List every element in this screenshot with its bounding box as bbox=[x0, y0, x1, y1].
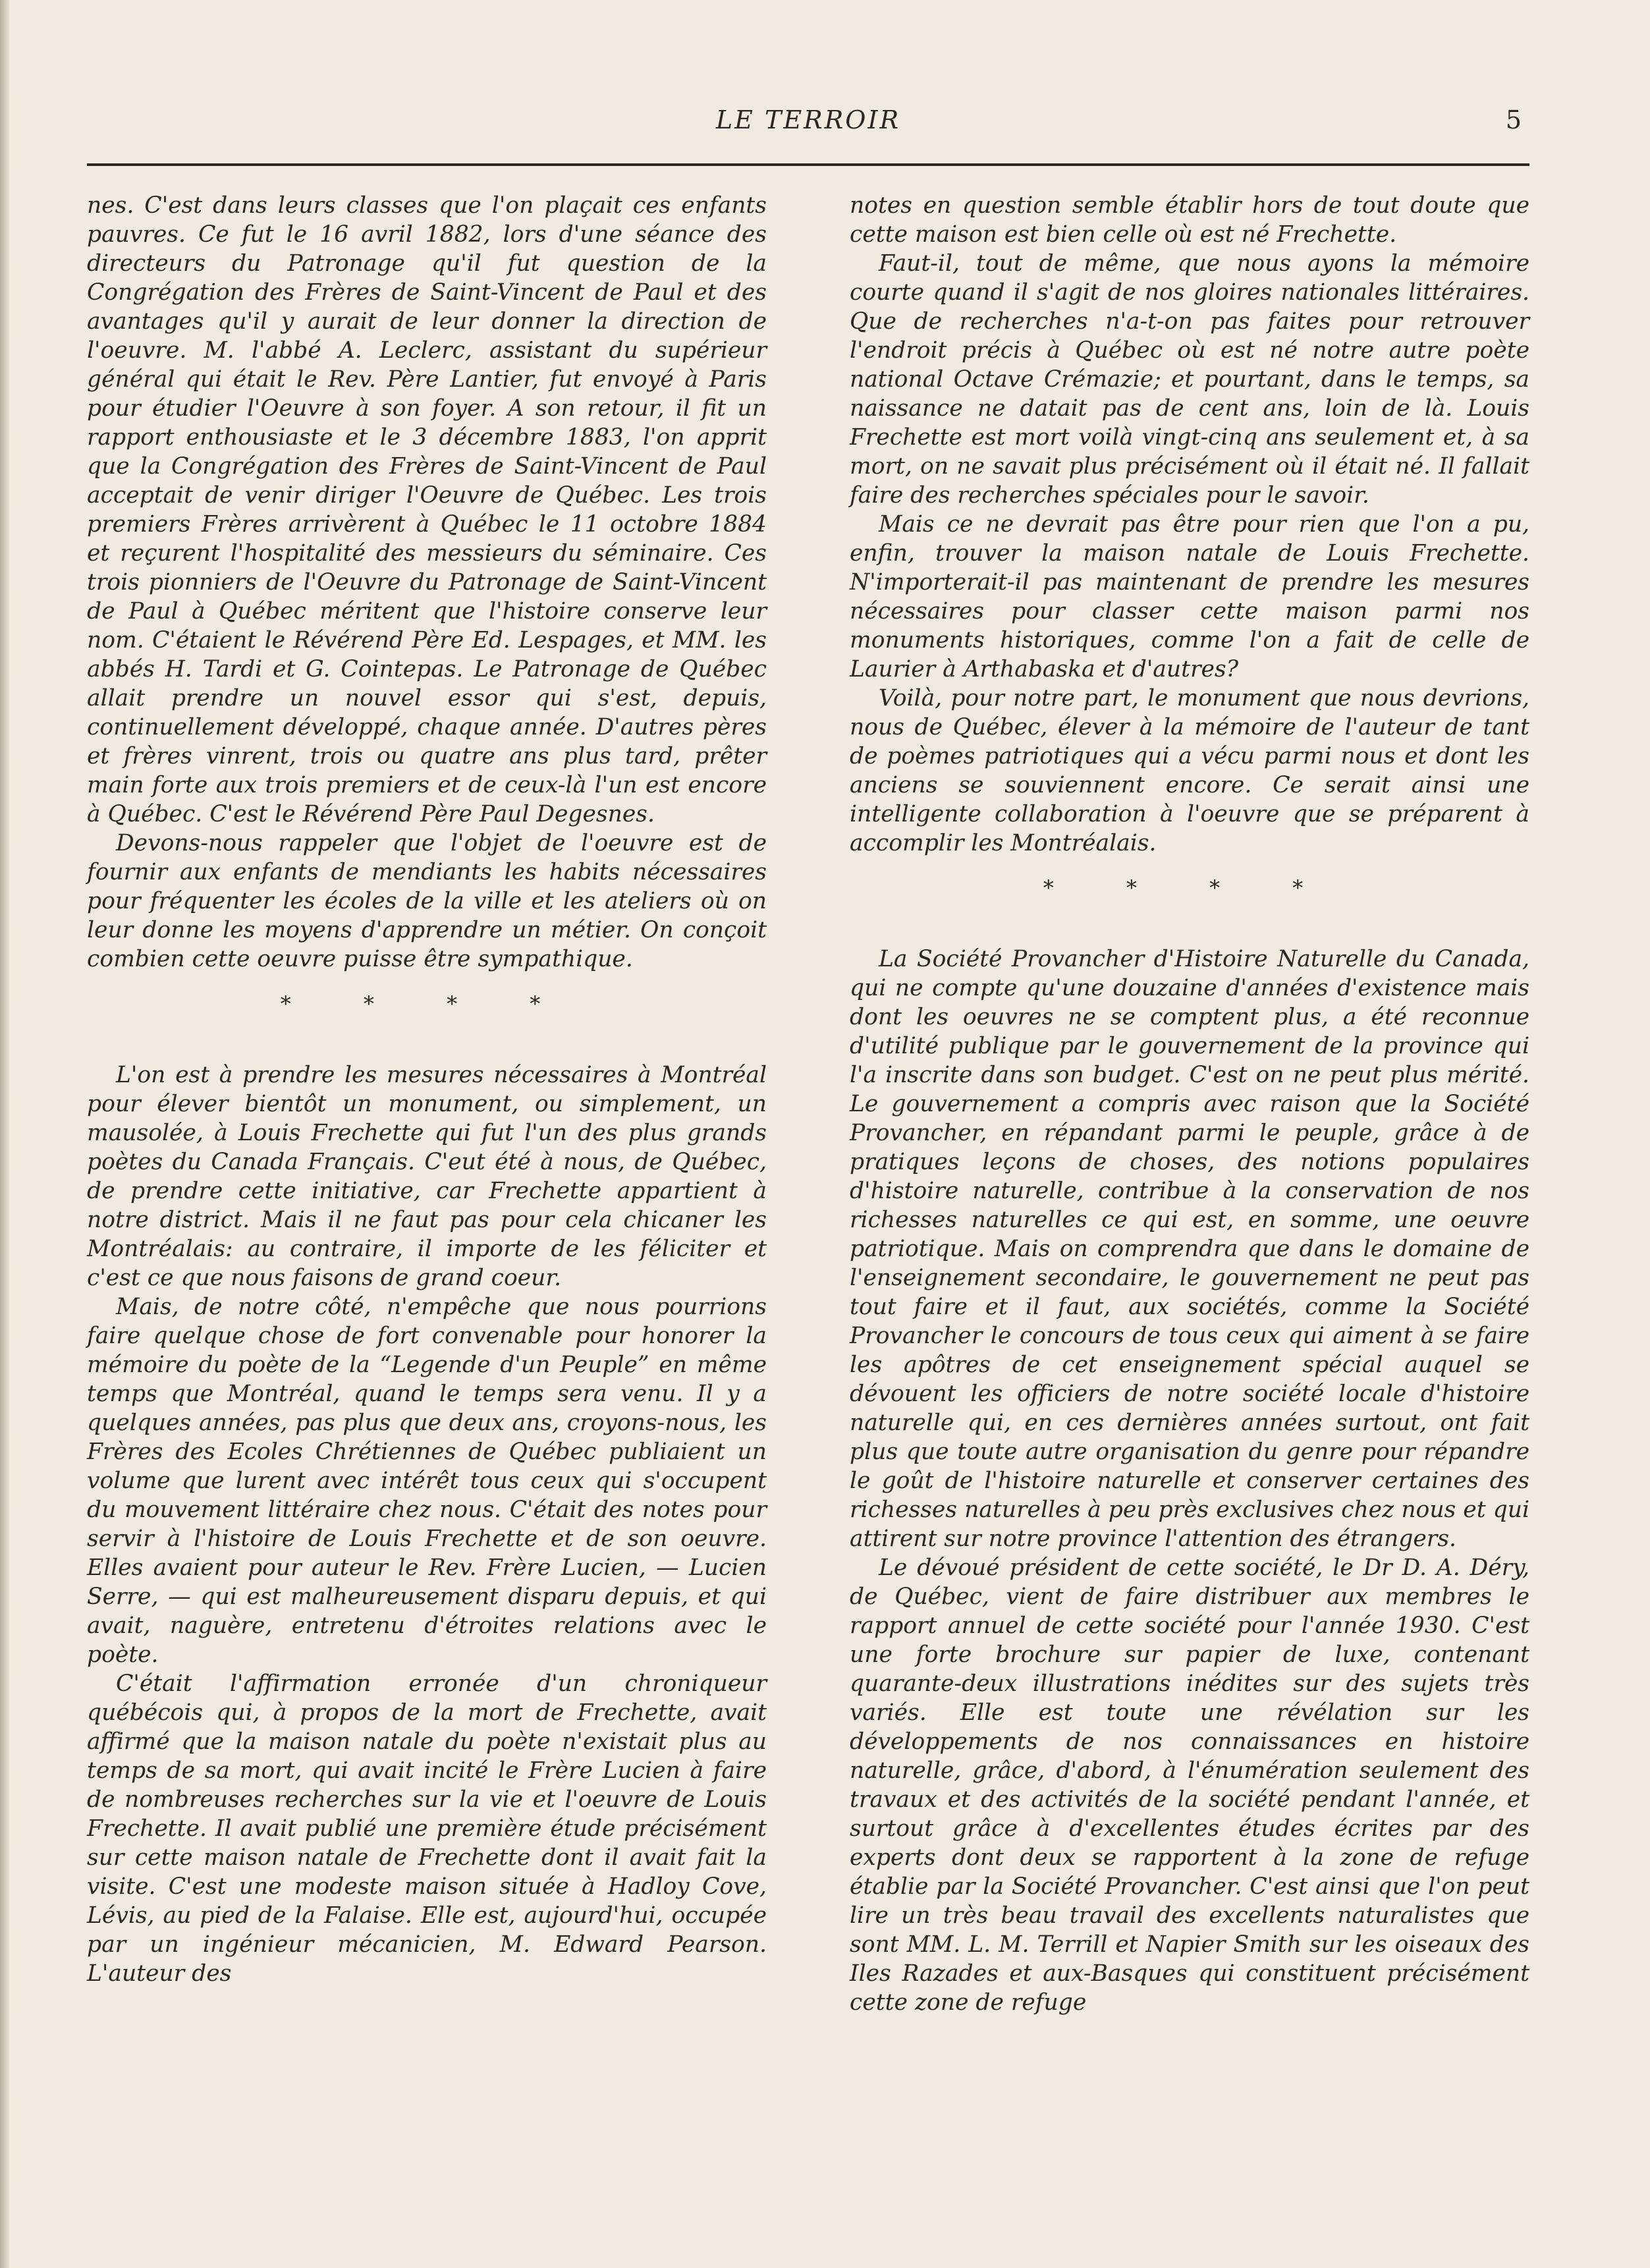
paragraph: Voilà, pour notre part, le monument que nous devrions, nous de Québec, élever à la mémoire de l'auteur de tant de poèmes patriotiques qui a vécu parmi nous et dont les anciens se souviennent encore. Ce serait ainsi une intelligente collaboration à l'oeuvre que se préparent à accomplir les Montréalais. bbox=[850, 685, 1529, 856]
paragraph: notes en question semble établir hors de tout doute que cette maison est bien celle où est né Frechette. bbox=[850, 192, 1529, 248]
left-column bbox=[87, 191, 767, 1988]
page-spine-shadow bbox=[0, 0, 9, 2268]
paragraph: C'était l'affirmation erronée d'un chroniqueur québécois qui, à propos de la mort de Frechette, avait affirmé que la maison natale du poète n'existait plus au temps de sa mort, qui avait incité le Frère Lucien à faire de nombreuses recherches sur la vie et l'oeuvre de Louis Frechette. Il avait publié une première étude précisément sur cette maison natale de Frechette dont il avait fait la visite. C'est une modeste maison située à Hadloy Cove, Lévis, au pied de la Falaise. Elle est, aujourd'hui, occupée par un ingénieur mécanicien, M. Edward Pearson. L'auteur des bbox=[87, 1671, 767, 1987]
paragraph: Devons-nous rappeler que l'objet de l'oeuvre est de fournir aux enfants de mendiants les habits nécessaires pour fréquenter les écoles de la ville et les ateliers où on leur donne les moyens d'apprendre un métier. On conçoit combien cette oeuvre puisse être sympathique. bbox=[87, 830, 767, 972]
paragraph: nes. C'est dans leurs classes que l'on plaçait ces enfants pauvres. Ce fut le 16 avril 1882, lors d'une séance des directeurs du Patronage qu'il fut question de la Congrégation des Frères de Saint-Vincent de Paul et des avantages qu'il y aurait de leur donner la direction de l'oeuvre. M. l'abbé A. Leclerc, assistant du supérieur général qui était le Rev. Père Lantier, fut envoyé à Paris pour étudier l'Oeuvre à son foyer. A son retour, il fit un rapport enthousiaste et le 3 décembre 1883, l'on apprit que la Congrégation des Frères de Saint-Vincent de Paul acceptait de venir diriger l'Oeuvre de Québec. Les trois premiers Frères arrivèrent à Québec le 11 octobre 1884 et reçurent l'hospitalité des messieurs du séminaire. Ces trois pionniers de l'Oeuvre du Patronage de Saint-Vincent de Paul à Québec méritent que l'histoire conserve leur nom. C'étaient le Révérend Père Ed. Lespages, et MM. les abbés H. Tardi et G. Cointepas. Le Patronage de Québec allait prendre un nouvel essor qui s'est, depuis, continuellement développé, chaque année. D'autres pères et frères vinrent, trois ou quatre ans plus tard, prêter main forte aux trois premiers et de ceux-là l'un est encore à Québec. C'est le Révérend Père Paul Degesnes. bbox=[87, 192, 767, 827]
paragraph: Le dévoué président de cette société, le Dr D. A. Déry, de Québec, vient de faire distribuer aux membres le rapport annuel de cette société pour l'année 1930. C'est une forte brochure sur papier de luxe, contenant quarante-deux illustrations inédites sur des sujets très variés. Elle est toute une révélation sur les développements de nos connaissances en histoire naturelle, grâce, d'abord, à l'énumération seulement des travaux et des activités de la société pendant l'année, et surtout grâce à d'excellentes études écrites par des experts dont deux se rapportent à la zone de refuge établie par la Société Provancher. C'est ainsi que l'on peut lire un très beau travail des excellents naturalistes que sont MM. L. M. Terrill et Napier Smith sur les oiseaux des Iles Razades et aux-Basques qui constituent précisément cette zone de refuge bbox=[850, 1555, 1529, 2016]
journal-title: LE TERROIR bbox=[715, 105, 901, 134]
section-separator: * * * * bbox=[280, 991, 574, 1016]
running-header bbox=[87, 105, 1529, 145]
section-separator: * * * * bbox=[1043, 875, 1336, 900]
right-column bbox=[850, 191, 1529, 2017]
paragraph: L'on est à prendre les mesures nécessaires à Montréal pour élever bientôt un monument, ou simplement, un mausolée, à Louis Frechette qui fut l'un des plus grands poètes du Canada Français. C'eut été à nous, de Québec, de prendre cette initiative, car Frechette appartient à notre district. Mais il ne faut pas pour cela chicaner les Montréalais: au contraire, il importe de les féliciter et c'est ce que nous faisons de grand coeur. bbox=[87, 1062, 767, 1291]
paragraph: Mais, de notre côté, n'empêche que nous pourrions faire quelque chose de fort convenable pour honorer la mémoire du poète de la “Legende d'un Peuple” en même temps que Montréal, quand le temps sera venu. Il y a quelques années, pas plus que deux ans, croyons-nous, les Frères des Ecoles Chrétiennes de Québec publiaient un volume que lurent avec intérêt tous ceux qui s'occupent du mouvement littéraire chez nous. C'était des notes pour servir à l'histoire de Louis Frechette et de son oeuvre. Elles avaient pour auteur le Rev. Frère Lucien, — Lucien Serre, — qui est malheureusement disparu depuis, et qui avait, naguère, entretenu d'étroites relations avec le poète. bbox=[87, 1294, 767, 1668]
paragraph: Faut-il, tout de même, que nous ayons la mémoire courte quand il s'agit de nos gloires nationales littéraires. Que de recherches n'a-t-on pas faites pour retrouver l'endroit précis à Québec où est né notre autre poète national Octave Crémazie; et pourtant, dans le temps, sa naissance ne datait pas de cent ans, loin de là. Louis Frechette est mort voilà vingt-cinq ans seulement et, à sa mort, on ne savait plus précisément où il était né. Il fallait faire des recherches spéciales pour le savoir. bbox=[850, 250, 1529, 509]
paragraph: La Société Provancher d'Histoire Naturelle du Canada, qui ne compte qu'une douzaine d'années d'existence mais dont les oeuvres ne se comptent plus, a été reconnue d'utilité publique par le gouvernement de la province qui l'a inscrite dans son budget. C'est on ne peut plus mérité. Le gouvernement a compris avec raison que la Société Provancher, en répandant parmi le peuple, grâce à de pratiques leçons de choses, des notions populaires d'histoire naturelle, contribue à la conservation de nos richesses naturelles ce qui est, en somme, une oeuvre patriotique. Mais on comprendra que dans le domaine de l'enseignement secondaire, le gouvernement ne peut pas tout faire et il faut, aux sociétés, comme la Société Provancher le concours de tous ceux qui aiment à se faire les apôtres de cet enseignement spécial auquel se dévouent les officiers de notre société locale d'histoire naturelle qui, en ces dernières années surtout, ont fait plus que toute autre organisation du genre pour répandre le goût de l'histoire naturelle et conserver certaines des richesses naturelles à peu près exclusives chez nous et qui attirent sur notre province l'attention des étrangers. bbox=[850, 946, 1529, 1552]
header-rule bbox=[87, 163, 1529, 166]
page-number: 5 bbox=[1505, 105, 1522, 134]
paragraph: Mais ce ne devrait pas être pour rien que l'on a pu, enfin, trouver la maison natale de Louis Frechette. N'importerait-il pas maintenant de prendre les mesures nécessaires pour classer cette maison parmi nos monuments historiques, comme l'on a fait de celle de Laurier à Arthabaska et d'autres? bbox=[850, 511, 1529, 682]
